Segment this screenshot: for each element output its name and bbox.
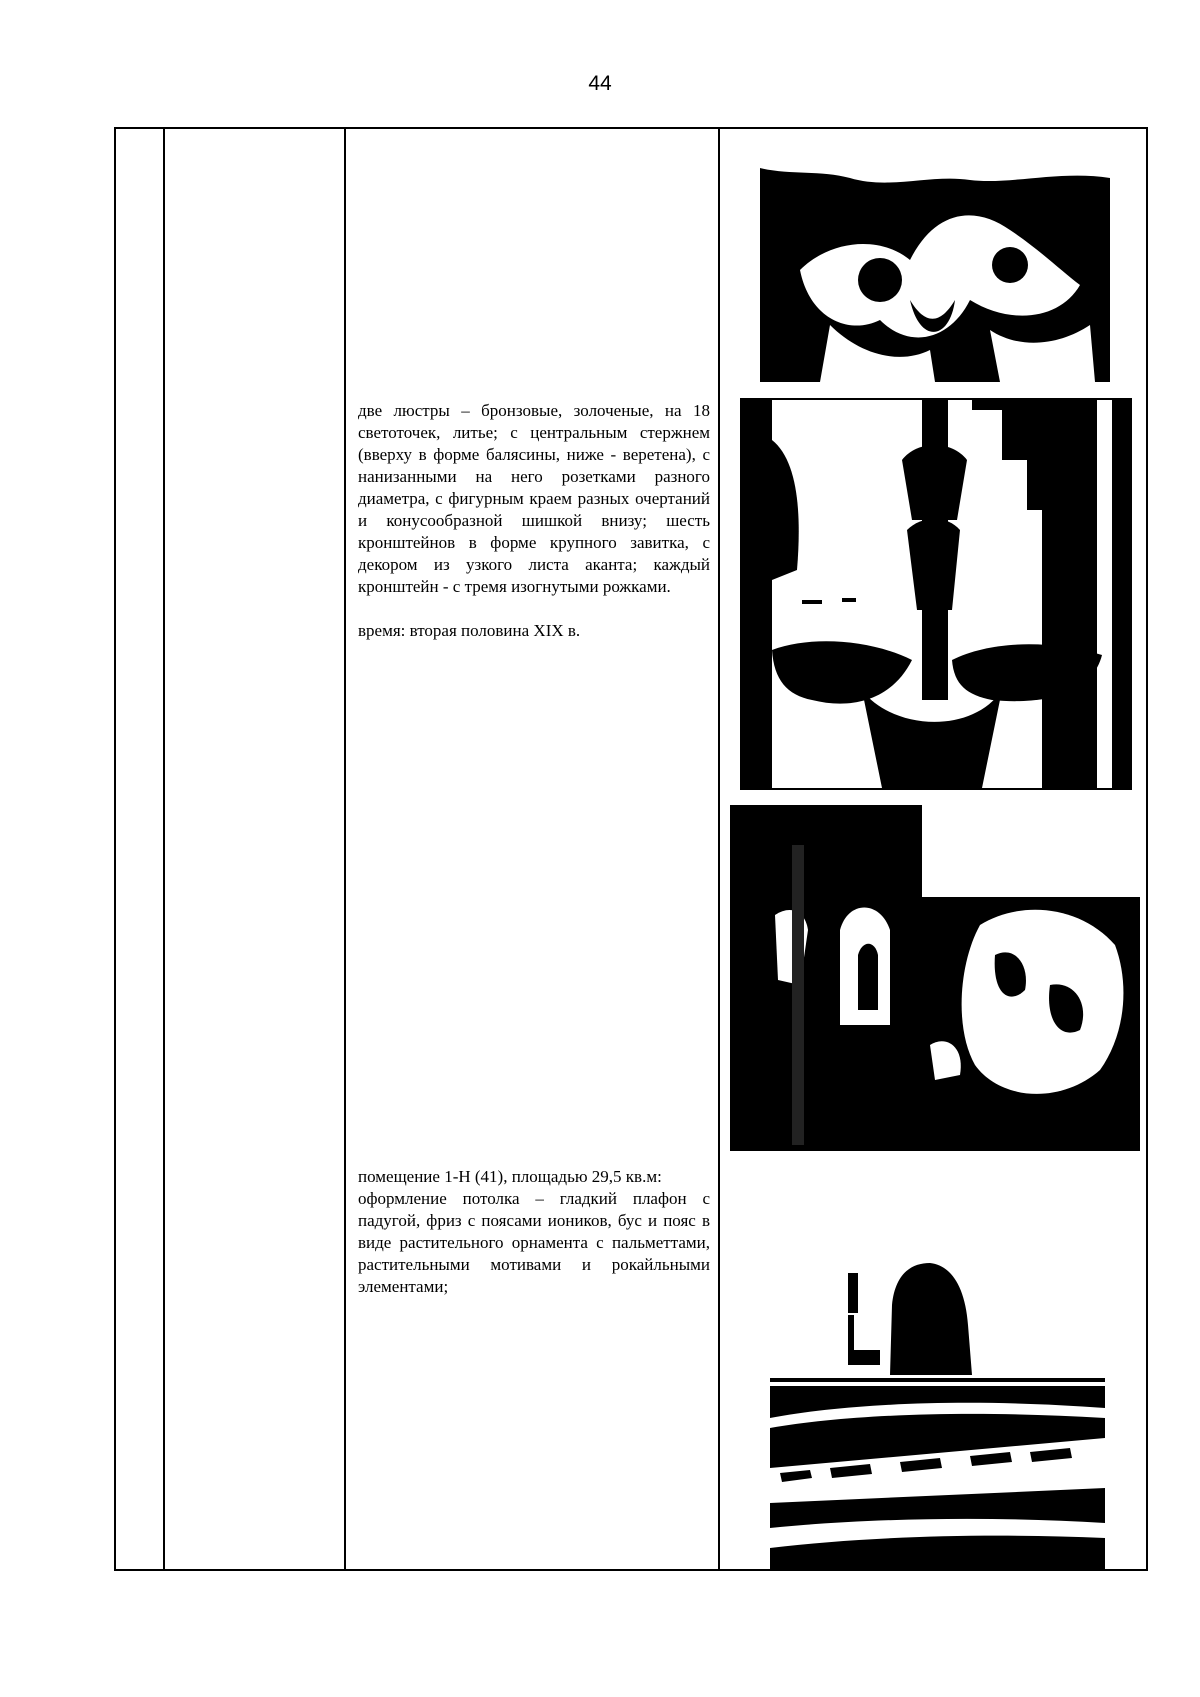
ceiling-lamp-photo — [830, 1255, 978, 1375]
column-divider — [163, 127, 165, 1571]
page-number: 44 — [588, 72, 612, 95]
column-divider — [718, 127, 720, 1571]
room-description — [358, 1166, 710, 1298]
column-divider — [344, 127, 346, 1571]
ceiling-description-paragraph: оформление потолка – гладкий плафон с падугой, фриз с поясами иоников, бус и пояс в виде растительного орнамента с пальметтами, растительными мотивами и рокайльными элементами; — [358, 1189, 710, 1296]
chandelier-interior-photo — [740, 398, 1132, 790]
chandelier-detail-photo — [760, 150, 1110, 382]
chandelier-closeup-photo — [730, 805, 1140, 1151]
room-title-paragraph: помещение 1-Н (41), площадью 29,5 кв.м: — [358, 1167, 662, 1186]
ceiling-frieze-photo — [770, 1378, 1105, 1571]
chandelier-description — [358, 400, 710, 642]
dating-paragraph: время: вторая половина XIX в. — [358, 621, 581, 640]
description-paragraph: две люстры – бронзовые, золоченые, на 18 светоточек, литье; с центральным стержнем (вверху в форме балясины, ниже - веретена), с нанизанными на него розетками разного диаметра, с фигурным краем разных очертаний и конусообразной шишкой внизу; шесть кронштейнов в форме крупного завитка, с декором из узкого листа аканта; каждый кронштейн - с тремя изогнутыми рожками. — [358, 401, 710, 596]
